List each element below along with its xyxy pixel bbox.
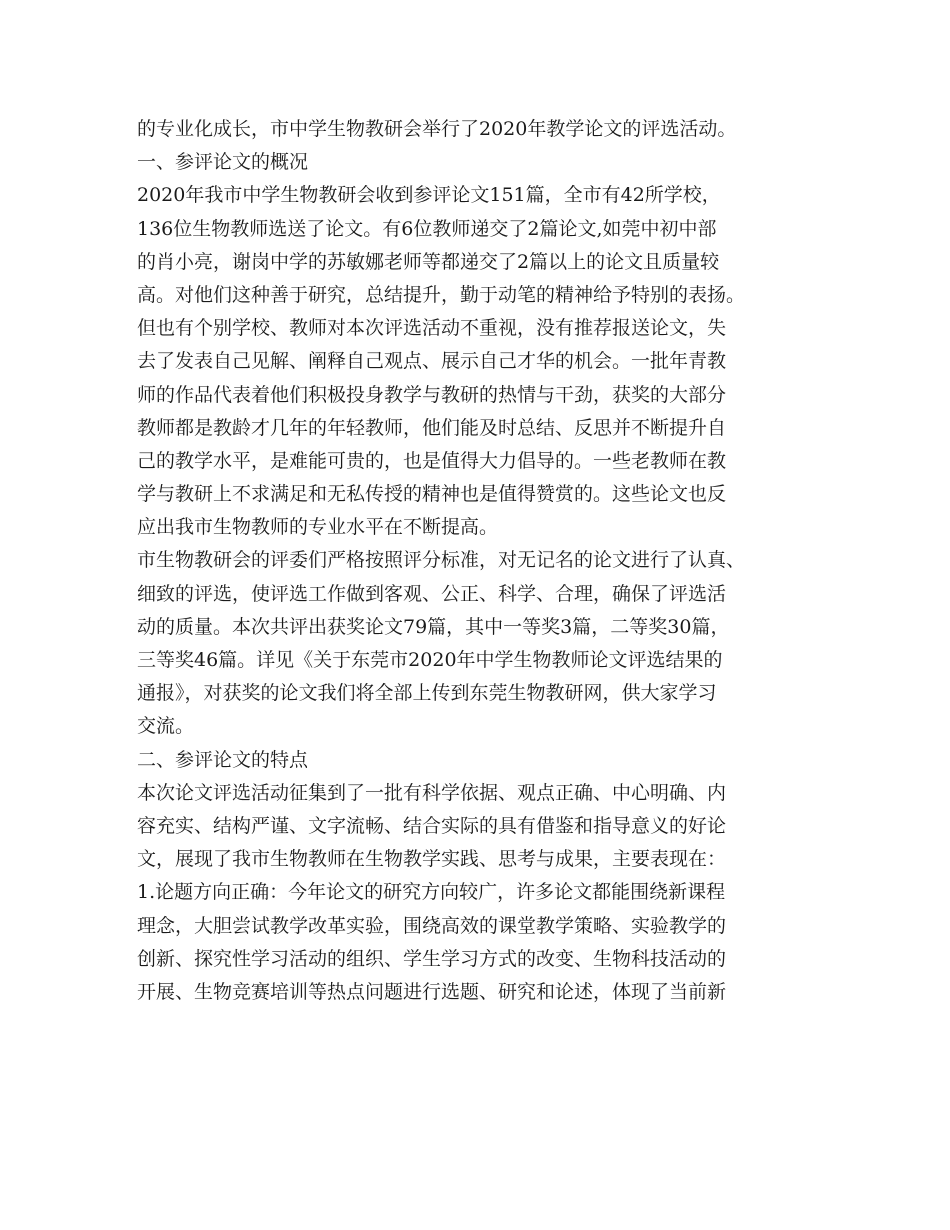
text-line: 动的质量。本次共评出获奖论文79篇，其中一等奖3篇，二等奖30篇，	[137, 615, 730, 638]
text-line: 136位生物教师选送了论文。有6位教师递交了2篇论文,如莞中初中部	[137, 217, 717, 240]
document-body	[137, 113, 827, 1009]
section-heading: 一、参评论文的概况	[137, 151, 309, 174]
text-line: 通报》，对获奖的论文我们将全部上传到东莞生物教研网，供大家学习	[137, 682, 717, 705]
text-line: 创新、探究性学习活动的组织、学生学习方式的改变、生物科技活动的	[137, 947, 727, 970]
text-line: 文，展现了我市生物教师在生物教学实践、思考与成果，主要表现在：	[137, 848, 727, 871]
text-line: 己的教学水平，是难能可贵的，也是值得大力倡导的。一些老教师在教	[137, 449, 727, 472]
text-line: 本次论文评选活动征集到了一批有科学依据、观点正确、中心明确、内	[137, 781, 727, 804]
text-line: 交流。	[137, 715, 195, 738]
text-line: 教师都是教龄才几年的年轻教师，他们能及时总结、反思并不断提升自	[137, 416, 727, 439]
text-line: 的肖小亮，谢岗中学的苏敏娜老师等都递交了2篇以上的论文且质量较	[137, 250, 720, 273]
text-line: 学与教研上不求满足和无私传授的精神也是值得赞赏的。这些论文也反	[137, 483, 727, 506]
text-line: 去了发表自己见解、阐释自己观点、展示自己才华的机会。一批年青教	[137, 350, 727, 373]
text-line: 高。对他们这种善于研究，总结提升，勤于动笔的精神给予特别的表扬。	[137, 283, 746, 306]
text-line: 市生物教研会的评委们严格按照评分标准，对无记名的论文进行了认真、	[137, 549, 746, 572]
text-line: 三等奖46篇。详见《关于东莞市2020年中学生物教师论文评选结果的	[137, 649, 723, 671]
text-line: 应出我市生物教师的专业水平在不断提高。	[137, 516, 499, 539]
text-line: 理念，大胆尝试教学改革实验，围绕高效的课堂教学策略、实验教学的	[137, 914, 727, 937]
text-line: 师的作品代表着他们积极投身教学与教研的热情与干劲，获奖的大部分	[137, 383, 727, 406]
section-heading: 二、参评论文的特点	[137, 748, 309, 771]
text-line: 2020年我市中学生物教研会收到参评论文151篇，全市有42所学校，	[137, 184, 721, 207]
text-line: 容充实、结构严谨、文字流畅、结合实际的具有借鉴和指导意义的好论	[137, 814, 727, 837]
text-line: 开展、生物竞赛培训等热点问题进行选题、研究和论述，体现了当前新	[137, 980, 727, 1003]
text-line: 但也有个别学校、教师对本次评选活动不重视，没有推荐报送论文，失	[137, 317, 727, 340]
text-line: 的专业化成长，市中学生物教研会举行了2020年教学论文的评选活动。	[137, 118, 737, 140]
text-line: 细致的评选，使评选工作做到客观、公正、科学、合理，确保了评选活	[137, 582, 727, 605]
text-line: 1.论题方向正确：今年论文的研究方向较广，许多论文都能围绕新课程	[137, 881, 726, 904]
